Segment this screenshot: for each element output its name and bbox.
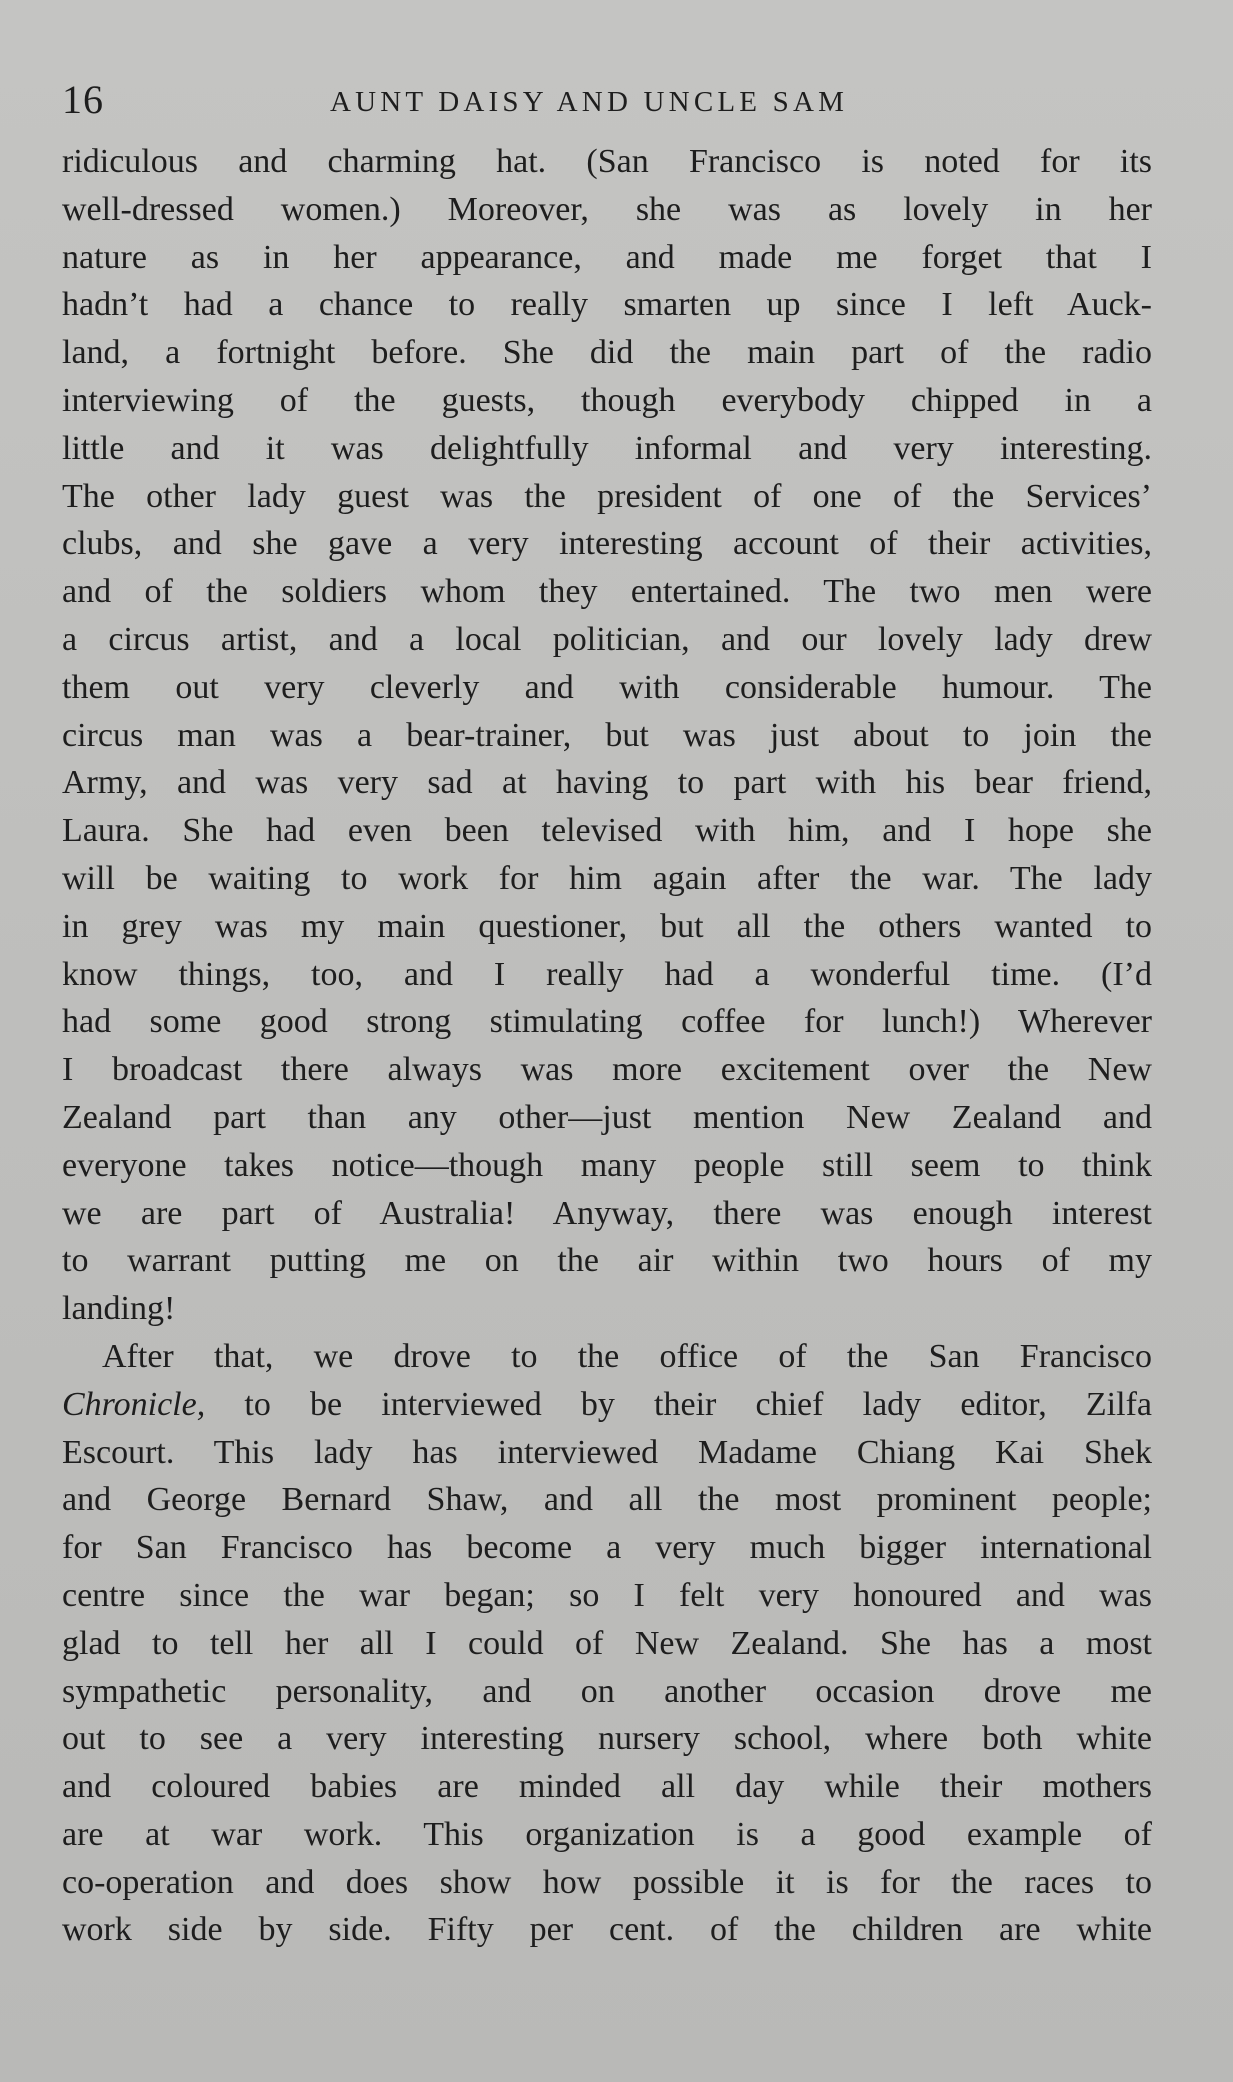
text-line: ridiculous and charming hat. (San Francisco is noted for its — [62, 143, 1152, 180]
text-line: Laura. She had even been televised with him, and I hope she — [62, 812, 1152, 850]
text-line: co-operation and does show how possible it is for the races to — [62, 1863, 1152, 1901]
text-line: a circus artist, and a local politician, and our lovely lady drew — [62, 620, 1152, 658]
text-line: for San Francisco has become a very much bigger international — [62, 1529, 1152, 1567]
text-line: are at war work. This organization is a good example of — [62, 1815, 1152, 1853]
text-line: know things, too, and I really had a wonderful time. (I’d — [62, 955, 1152, 993]
text-line — [62, 1381, 1152, 1429]
text-line: we are part of Australia! Anyway, there was enough interest — [62, 1194, 1152, 1232]
text-line: to warrant putting me on the air within two hours of my — [62, 1242, 1152, 1280]
book-page — [62, 68, 1152, 1954]
text-line: work side by side. Fifty per cent. of the children are white — [62, 1911, 1152, 1949]
text-line: Zealand part than any other—just mention New Zealand and — [62, 1098, 1152, 1136]
text-line: Escourt. This lady has interviewed Madame Chiang Kai Shek — [62, 1433, 1152, 1471]
text-line: clubs, and she gave a very interesting account of their activities, — [62, 525, 1152, 563]
text-line: landing! — [62, 1290, 176, 1328]
text-line: sympathetic personality, and on another occasion drove me — [62, 1672, 1152, 1710]
page-number: 16 — [62, 77, 104, 122]
text-line: Army, and was very sad at having to part with his bear friend, — [62, 764, 1152, 802]
text-line: interviewing of the guests, though everybody chipped in a — [62, 381, 1152, 419]
text-line: and coloured babies are minded all day while their mothers — [62, 1768, 1152, 1806]
text-line: will be waiting to work for him again after the war. The lady — [62, 859, 1152, 897]
newspaper-title: Chronicle, — [62, 1385, 206, 1423]
text-line: them out very cleverly and with considerable humour. The — [62, 668, 1152, 706]
text-line: land, a fortnight before. She did the main part of the radio — [62, 334, 1152, 372]
paragraph-start-line: After that, we drove to the office of the San Francisco — [102, 1337, 1152, 1375]
text-line: little and it was delightfully informal and very interesting. — [62, 429, 1152, 467]
text-line: The other lady guest was the president of one of the Services’ — [62, 477, 1152, 515]
text-line: and of the soldiers whom they entertained. The two men were — [62, 573, 1152, 611]
text-fragment: to be interviewed by their chief lady editor, Zilfa — [205, 1385, 1152, 1423]
text-line: circus man was a bear-trainer, but was just about to join the — [62, 716, 1152, 754]
text-line: had some good strong stimulating coffee for lunch!) Wherever — [62, 1003, 1152, 1041]
text-line: glad to tell her all I could of New Zealand. She has a most — [62, 1624, 1152, 1662]
text-line: well-dressed women.) Moreover, she was as lovely in her — [62, 190, 1152, 228]
text-line: I broadcast there always was more excitement over the New — [62, 1051, 1152, 1089]
body-text — [62, 138, 1152, 1954]
text-line: hadn’t had a chance to really smarten up since I left Auck- — [62, 286, 1152, 324]
text-line: out to see a very interesting nursery school, where both white — [62, 1720, 1152, 1758]
running-title: AUNT DAISY AND UNCLE SAM — [330, 86, 849, 118]
text-line: in grey was my main questioner, but all the others wanted to — [62, 907, 1152, 945]
text-line: everyone takes notice—though many people still seem to think — [62, 1146, 1152, 1184]
text-line: centre since the war began; so I felt very honoured and was — [62, 1576, 1152, 1614]
running-head — [62, 68, 1152, 138]
text-line: nature as in her appearance, and made me forget that I — [62, 238, 1152, 276]
text-line: and George Bernard Shaw, and all the most prominent people; — [62, 1481, 1152, 1519]
